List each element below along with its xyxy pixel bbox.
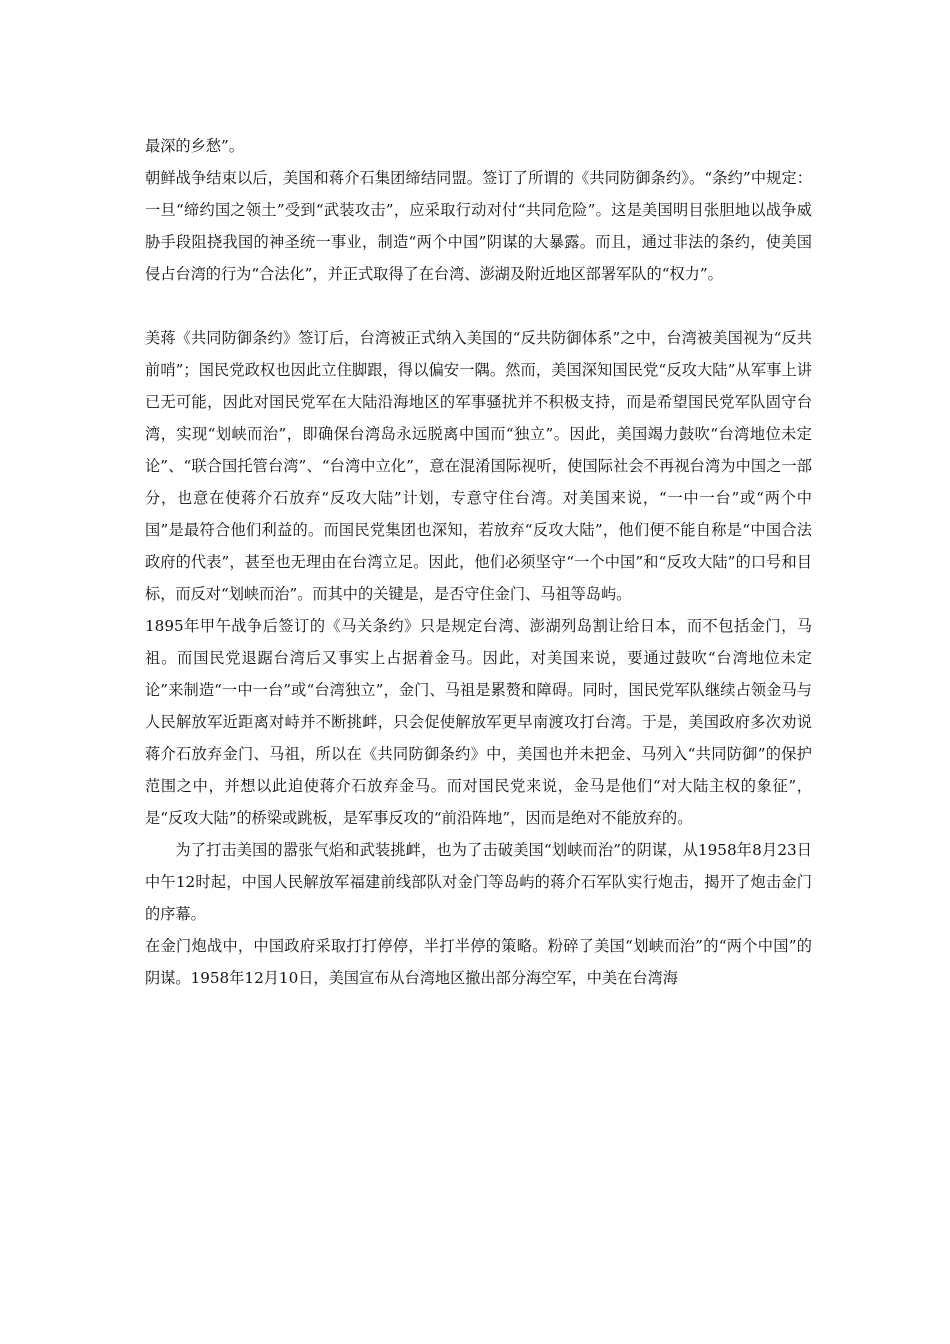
document-body <box>145 130 812 994</box>
paragraph-5: 为了打击美国的嚣张气焰和武装挑衅，也为了击破美国“划峡而治”的阴谋，从1958年8月23日中午12时起，中国人民解放军福建前线部队对金门等岛屿的蒋介石军队实行炮击，揭开了炮击金门的序幕。 <box>145 841 812 923</box>
paragraph-4: 1895年甲午战争后签订的《马关条约》只是规定台湾、澎湖列岛割让给日本，而不包括金门，马祖。而国民党退踞台湾后又事实上占据着金马。因此，对美国来说，要通过鼓吹“台湾地位未定论”来制造“一中一台”或“台湾独立”，金门、马祖是累赘和障碍。同时，国民党军队继续占领金马与人民解放军近距离对峙并不断挑衅，只会促使解放军更早南渡攻打台湾。于是，美国政府多次劝说蒋介石放弃金门、马祖，所以在《共同防御条约》中，美国也并未把金、马列入“共同防御”的保护范围之中，并想以此迫使蒋介石放弃金马。而对国民党来说，金马是他们“对大陆主权的象征”，是“反攻大陆”的桥梁或跳板，是军事反攻的“前沿阵地”，因而是绝对不能放弃的。 <box>145 617 812 827</box>
paragraph-1: 最深的乡愁”。 <box>145 137 244 155</box>
paragraph-gap <box>145 290 812 322</box>
paragraph-2: 朝鲜战争结束以后，美国和蒋介石集团缔结同盟。签订了所谓的《共同防御条约》。“条约”中规定：一旦“缔约国之领土”受到“武装攻击”，应采取行动对付“共同危险”。这是美国明目张胆地以战争威胁手段阻挠我国的神圣统一事业，制造“两个中国”阴谋的大暴露。而且，通过非法的条约，使美国侵占台湾的行为“合法化”，并正式取得了在台湾、澎湖及附近地区部署军队的“权力”。 <box>145 169 812 283</box>
paragraph-3: 美蒋《共同防御条约》签订后，台湾被正式纳入美国的“反共防御体系”之中，台湾被美国视为“反共前哨”；国民党政权也因此立住脚跟，得以偏安一隅。然而，美国深知国民党“反攻大陆”从军事上讲已无可能，因此对国民党军在大陆沿海地区的军事骚扰并不积极支持，而是希望国民党军队固守台湾，实现“划峡而治”，即确保台湾岛永远脱离中国而“独立”。因此，美国竭力鼓吹“台湾地位未定论”、“联合国托管台湾”、“台湾中立化”，意在混淆国际视听，使国际社会不再视台湾为中国之一部分，也意在使蒋介石放弃“反攻大陆”计划，专意守住台湾。对美国来说，“一中一台”或“两个中国”是最符合他们利益的。而国民党集团也深知，若放弃“反攻大陆”，他们便不能自称是“中国合法政府的代表”，甚至也无理由在台湾立足。因此，他们必须坚守“一个中国”和“反攻大陆”的口号和目标，而反对“划峡而治”。而其中的关键是，是否守住金门、马祖等岛屿。 <box>145 329 812 603</box>
paragraph-6: 在金门炮战中，中国政府采取打打停停，半打半停的策略。粉碎了美国“划峡而治”的“两个中国”的阴谋。1958年12月10日，美国宣布从台湾地区撤出部分海空军，中美在台湾海 <box>145 937 812 987</box>
